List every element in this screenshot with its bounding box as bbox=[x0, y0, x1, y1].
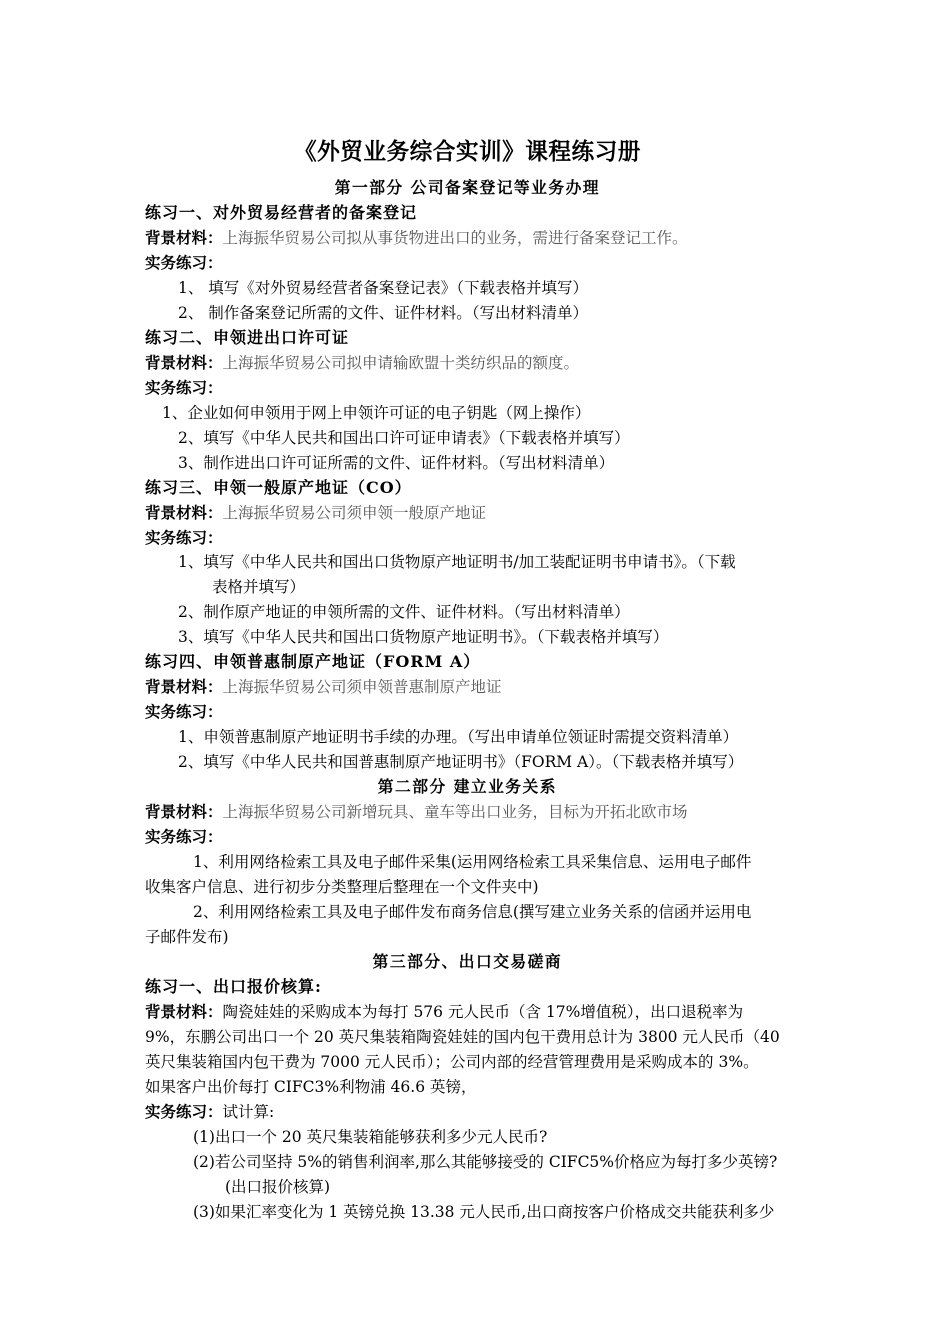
background-text: 上海振华贸易公司新增玩具、童车等出口业务，目标为开拓北欧市场 bbox=[222, 803, 688, 821]
practice-text: 试计算: bbox=[222, 1103, 275, 1121]
document-title: 《外贸业务综合实训》课程练习册 bbox=[293, 139, 641, 165]
list-item: 2、填写《中华人民共和国出口许可证申请表》（下载表格并填写） bbox=[178, 429, 630, 447]
list-item-continuation: 表格并填写） bbox=[212, 578, 306, 596]
question-item: (1)出口一个 20 英尺集装箱能够获利多少元人民币? bbox=[193, 1128, 548, 1146]
background-text: 英尺集装箱国内包干费为 7000 元人民币）；公司内部的经营管理费用是采购成本的 3%。 bbox=[145, 1053, 759, 1071]
practice-label: 实务练习： bbox=[145, 378, 223, 397]
practice-label: 实务练习： bbox=[145, 253, 223, 272]
list-item-continuation: 收集客户信息、进行初步分类整理后整理在一个文件夹中) bbox=[145, 878, 539, 896]
practice-label: 实务练习： bbox=[145, 528, 223, 547]
part1-ex3-heading: 练习三、申领一般原产地证（CO） bbox=[145, 478, 412, 497]
part1-ex1-heading: 练习一、对外贸易经营者的备案登记 bbox=[145, 203, 418, 222]
part3-practice bbox=[145, 1100, 274, 1124]
part1-ex2-background bbox=[145, 351, 579, 375]
background-text: 上海振华贸易公司须申领普惠制原产地证 bbox=[222, 678, 502, 696]
list-item: 1、 填写《对外贸易经营者备案登记表》（下载表格并填写） bbox=[178, 279, 589, 297]
part2-background bbox=[145, 800, 688, 824]
background-text: 上海振华贸易公司须申领一般原产地证 bbox=[222, 504, 487, 522]
background-label: 背景材料： bbox=[145, 228, 223, 247]
background-label: 背景材料： bbox=[145, 353, 223, 372]
part3-background-line bbox=[145, 1000, 743, 1024]
part3-ex1-heading: 练习一、出口报价核算: bbox=[145, 977, 322, 996]
list-item: 1、填写《中华人民共和国出口货物原产地证明书/加工装配证明书申请书》。（下载 bbox=[178, 553, 736, 571]
part1-ex4-heading: 练习四、申领普惠制原产地证（FORM A） bbox=[145, 652, 481, 671]
question-item: (2)若公司坚持 5%的销售利润率,那么其能够接受的 CIFC5%价格应为每打多少英镑? bbox=[193, 1153, 778, 1171]
background-text: 上海振华贸易公司拟申请输欧盟十类纺织品的额度。 bbox=[222, 354, 580, 372]
list-item-continuation: 子邮件发布) bbox=[145, 928, 229, 946]
list-item: 1、申领普惠制原产地证明书手续的办理。（写出申请单位领证时需提交资料清单） bbox=[178, 728, 739, 746]
background-label: 背景材料： bbox=[145, 503, 223, 522]
background-text: 上海振华贸易公司拟从事货物进出口的业务，需进行备案登记工作。 bbox=[222, 229, 688, 247]
background-label: 背景材料： bbox=[145, 1002, 223, 1021]
background-label: 背景材料： bbox=[145, 677, 223, 696]
part1-ex4-background bbox=[145, 675, 502, 699]
list-item: 2、填写《中华人民共和国普惠制原产地证明书》（FORM A）。（下载表格并填写） bbox=[178, 753, 744, 771]
list-item: 2、 制作备案登记所需的文件、证件材料。（写出材料清单） bbox=[178, 304, 589, 322]
list-item: 1、利用网络检索工具及电子邮件采集(运用网络检索工具采集信息、运用电子邮件 bbox=[193, 853, 752, 871]
list-item: 2、制作原产地证的申领所需的文件、证件材料。（写出材料清单） bbox=[178, 603, 630, 621]
practice-label: 实务练习： bbox=[145, 827, 223, 846]
question-item: (3)如果汇率变化为 1 英镑兑换 13.38 元人民币,出口商按客户价格成交共能获利多少 bbox=[193, 1203, 775, 1221]
list-item: 3、制作进出口许可证所需的文件、证件材料。（写出材料清单） bbox=[178, 454, 615, 472]
background-label: 背景材料： bbox=[145, 802, 223, 821]
background-text: 9%，东鹏公司出口一个 20 英尺集装箱陶瓷娃娃的国内包干费用总计为 3800 元人民币（40 bbox=[145, 1028, 780, 1046]
part3-heading: 第三部分、出口交易磋商 bbox=[372, 952, 563, 971]
list-item: 2、利用网络检索工具及电子邮件发布商务信息(撰写建立业务关系的信函并运用电 bbox=[193, 903, 752, 921]
part1-ex1-background bbox=[145, 226, 688, 250]
part1-heading: 第一部分 公司备案登记等业务办理 bbox=[334, 178, 601, 197]
background-text: 陶瓷娃娃的采购成本为每打 576 元人民币（含 17%增值税），出口退税率为 bbox=[222, 1003, 744, 1021]
part2-heading: 第二部分 建立业务关系 bbox=[377, 777, 557, 796]
part1-ex3-background bbox=[145, 501, 486, 525]
list-item: 3、填写《中华人民共和国出口货物原产地证明书》。（下载表格并填写） bbox=[178, 628, 669, 646]
question-item-continuation: (出口报价核算) bbox=[225, 1178, 331, 1196]
part1-ex2-heading: 练习二、申领进出口许可证 bbox=[145, 328, 350, 347]
list-item: 1、企业如何申领用于网上申领许可证的电子钥匙（网上操作） bbox=[162, 404, 591, 422]
background-text: 如果客户出价每打 CIFC3%利物浦 46.6 英镑， bbox=[145, 1078, 477, 1096]
practice-label: 实务练习： bbox=[145, 702, 223, 721]
practice-label: 实务练习： bbox=[145, 1102, 223, 1121]
